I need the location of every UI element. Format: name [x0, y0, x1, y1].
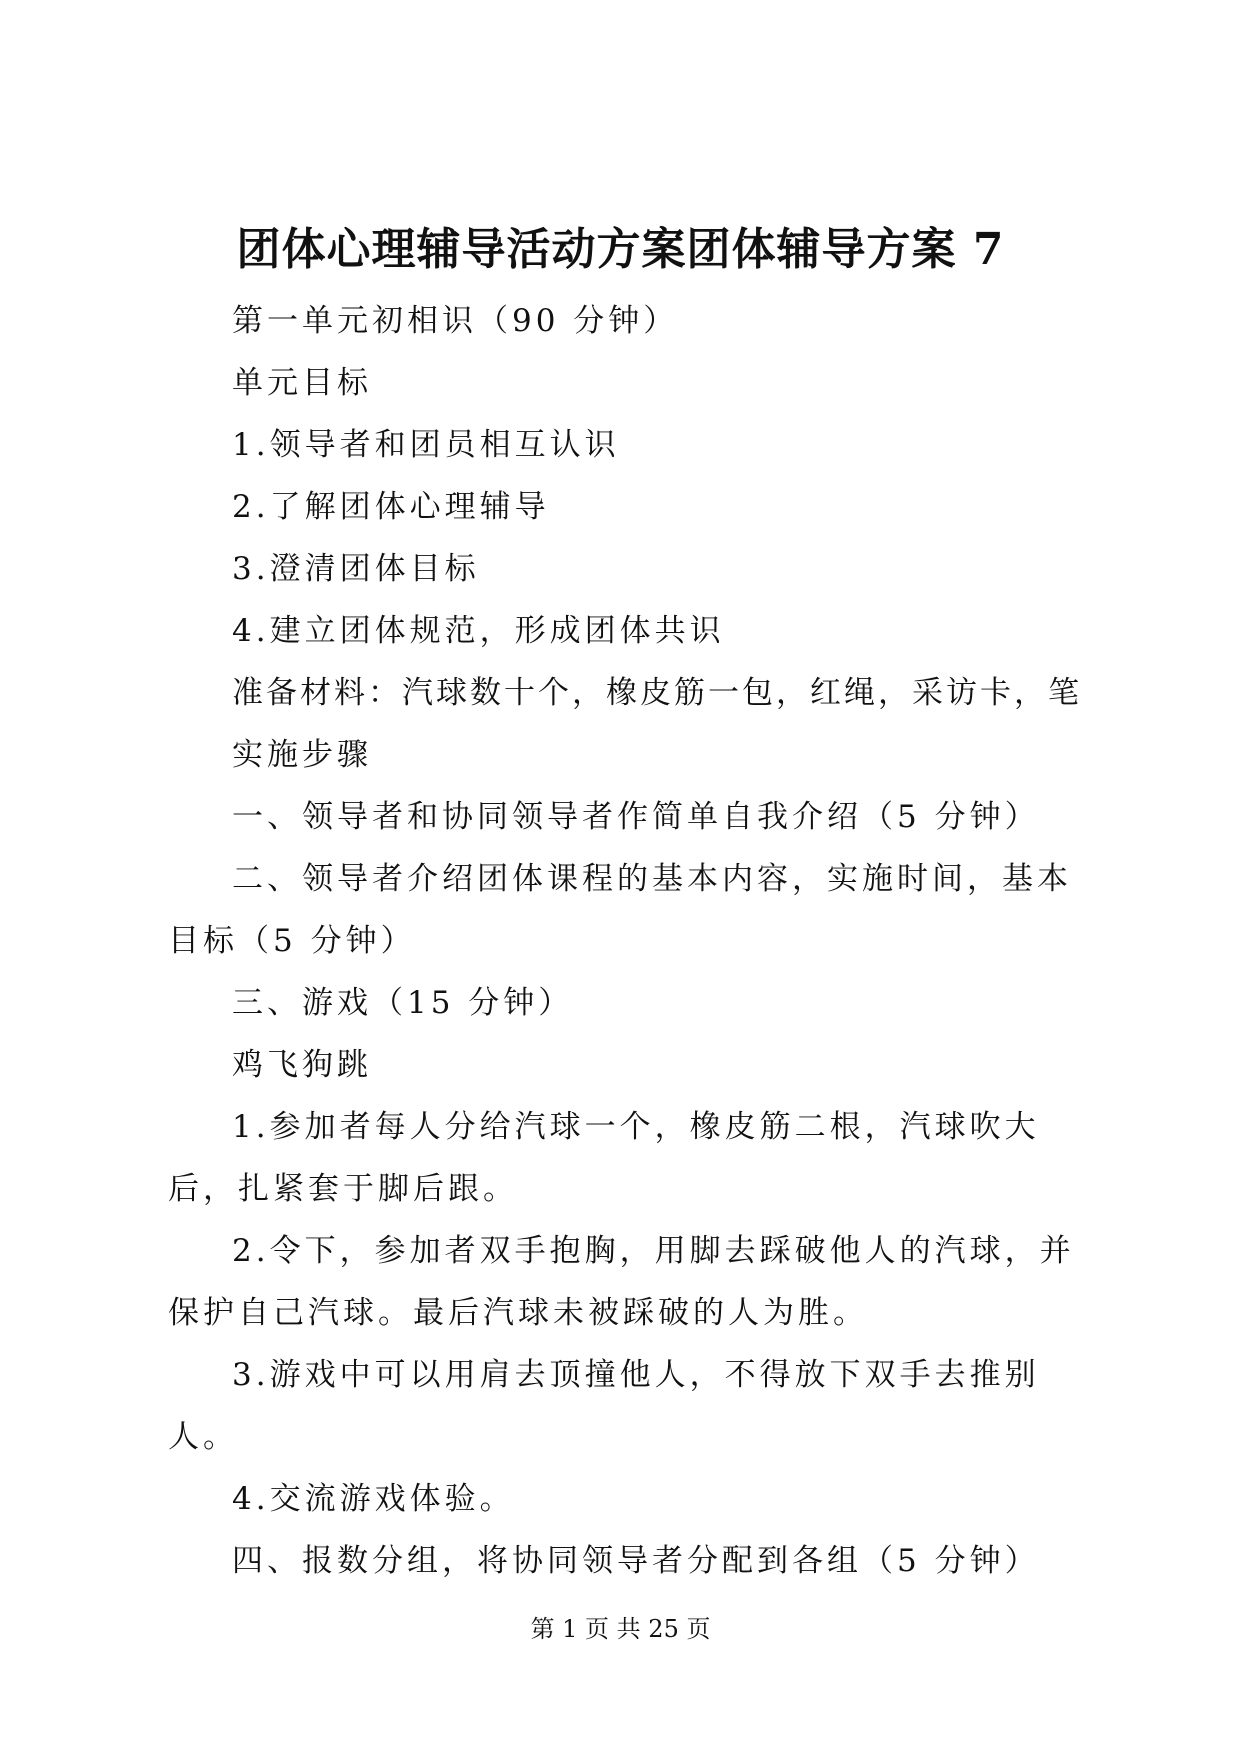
paragraph: 二、领导者介绍团体课程的基本内容，实施时间，基本目标（5 分钟） [168, 861, 1072, 959]
paragraph: 4.建立团体规范，形成团体共识 [232, 613, 725, 649]
paragraph: 单元目标 [232, 365, 372, 401]
paragraph: 1.参加者每人分给汽球一个，橡皮筋二根，汽球吹大后，扎紧套于脚后跟。 [168, 1109, 1040, 1207]
paragraph: 实施步骤 [232, 737, 372, 773]
paragraph: 四、报数分组，将协同领导者分配到各组（5 分钟） [232, 1543, 1040, 1579]
document-title: 团体心理辅导活动方案团体辅导方案 7 [236, 224, 1005, 275]
document-body [168, 290, 1088, 1592]
paragraph: 3.澄清团体目标 [232, 551, 480, 587]
paragraph: 准备材料：汽球数十个，橡皮筋一包，红绳，采访卡，笔 [232, 675, 1082, 711]
paragraph: 2.令下，参加者双手抱胸，用脚去踩破他人的汽球，并保护自己汽球。最后汽球未被踩破的人为胜。 [168, 1233, 1075, 1331]
paragraph: 鸡飞狗跳 [232, 1047, 372, 1083]
paragraph: 4.交流游戏体验。 [232, 1481, 515, 1517]
paragraph: 3.游戏中可以用肩去顶撞他人，不得放下双手去推别人。 [168, 1357, 1040, 1455]
paragraph: 1.领导者和团员相互认识 [232, 427, 620, 463]
page-footer: 第 1 页 共 25 页 [530, 1615, 711, 1643]
paragraph: 三、游戏（15 分钟） [232, 985, 574, 1021]
paragraph: 第一单元初相识（90 分钟） [232, 303, 679, 339]
paragraph: 一、领导者和协同领导者作简单自我介绍（5 分钟） [232, 799, 1040, 835]
paragraph: 2.了解团体心理辅导 [232, 489, 550, 525]
